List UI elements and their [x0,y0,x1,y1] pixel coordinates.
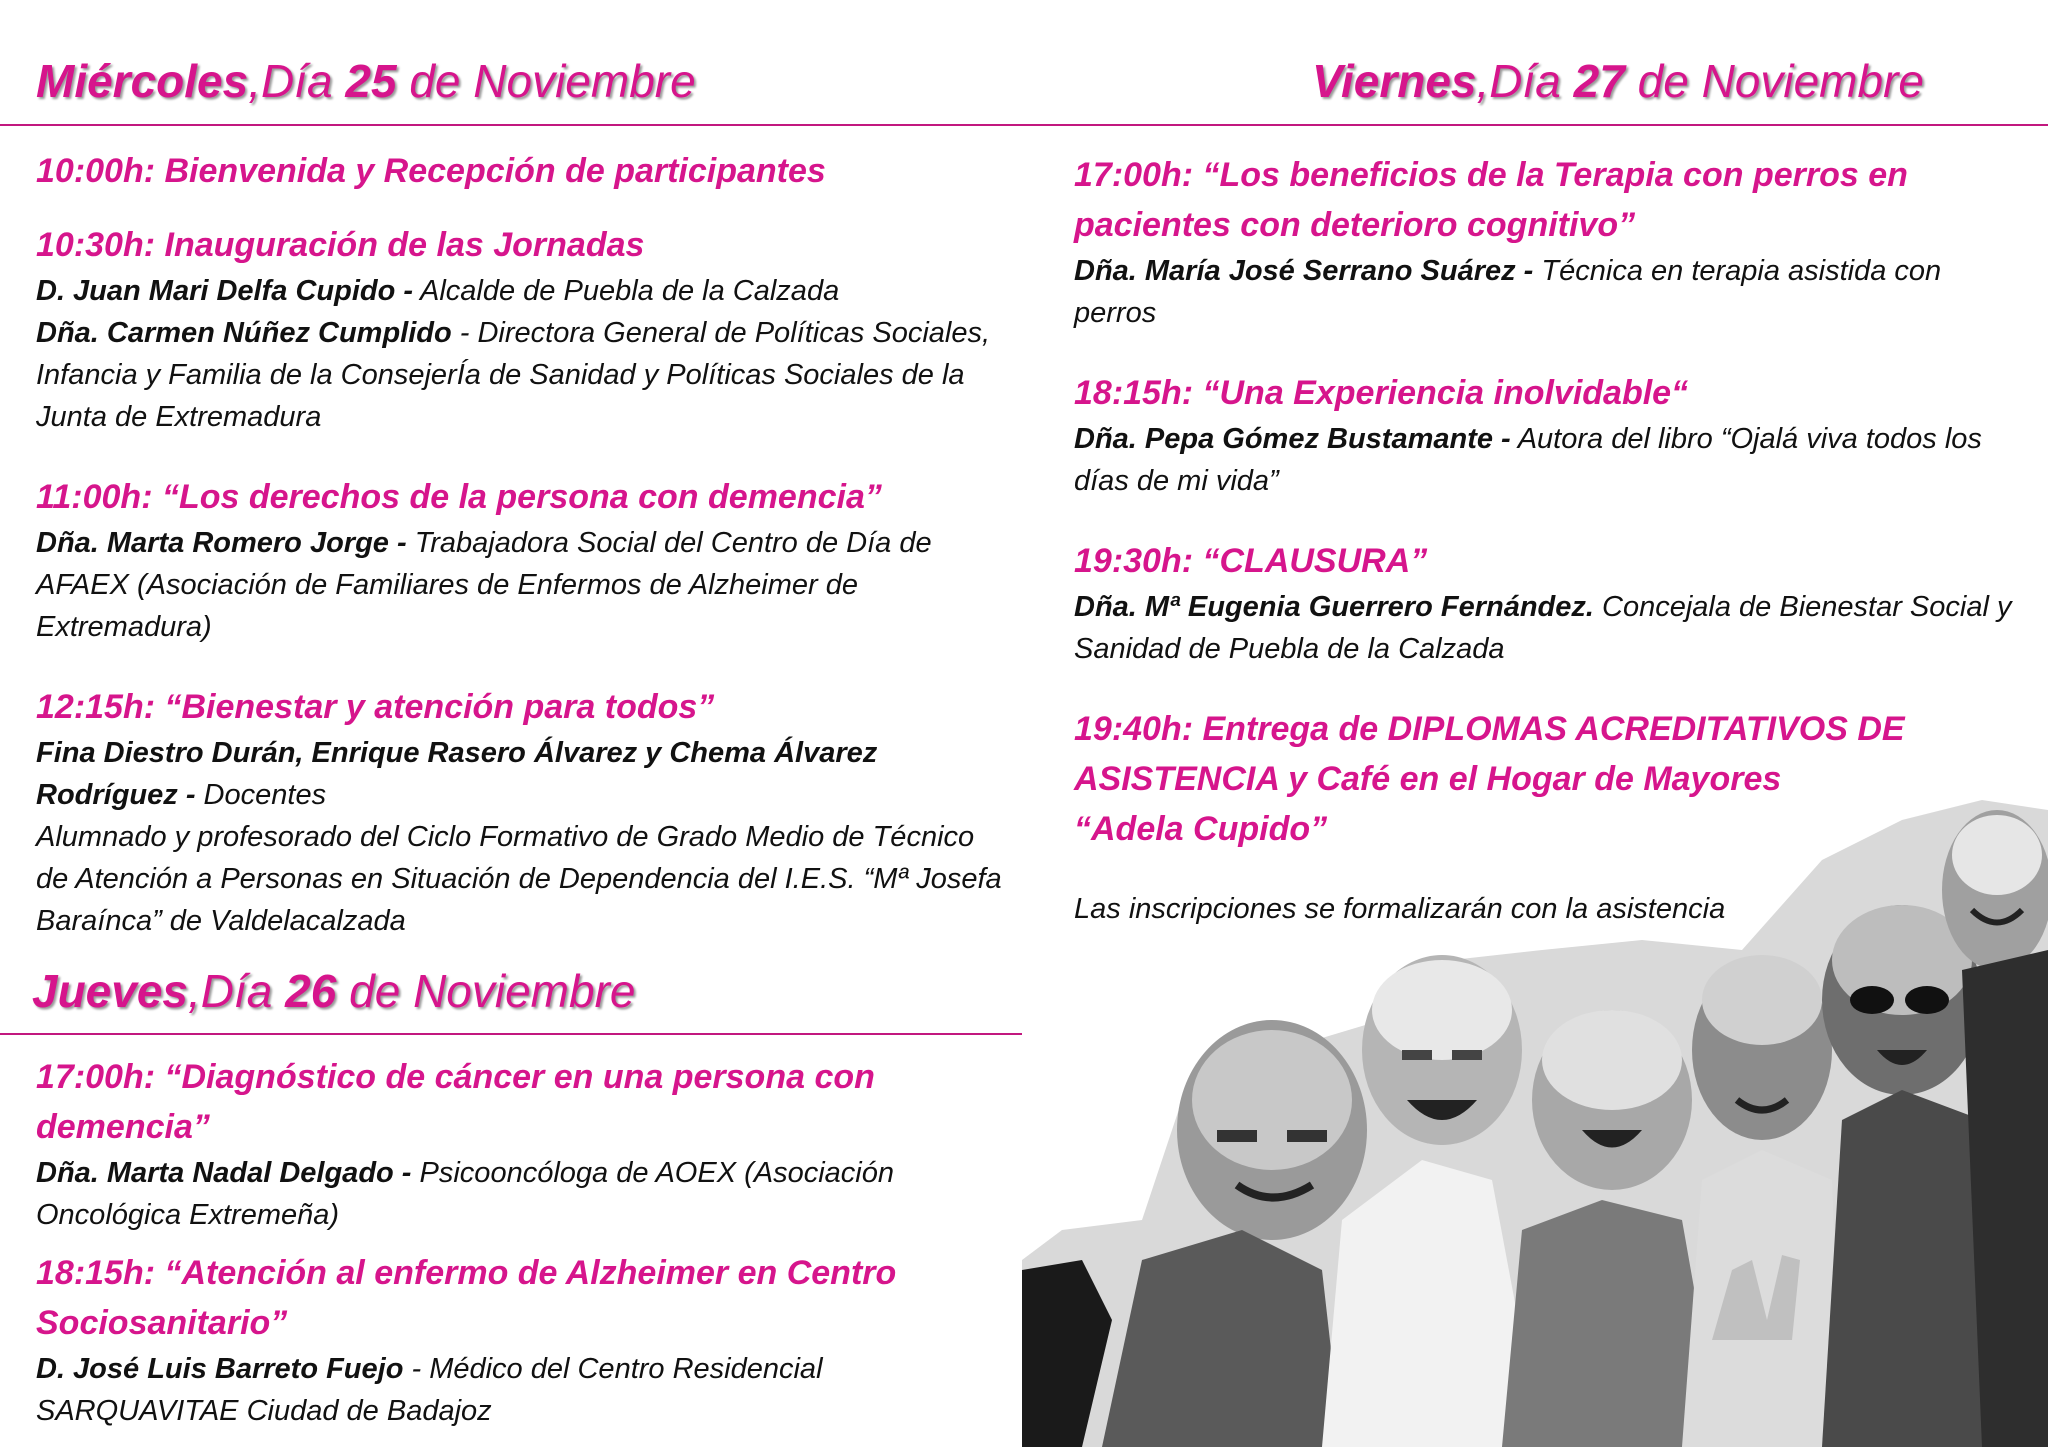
fri-num: 27 [1573,55,1625,107]
thu-event-1-speaker: Dña. Marta Nadal Delgado - Psicooncóloga de AOEX (Asociación Oncológica Extremeña) [36,1157,894,1231]
fri-rest: de Noviembre [1637,55,1924,107]
wed-header: Miércoles,Día 25 de Noviembre [36,55,696,107]
wed-weekday: Miércoles [36,55,249,107]
wed-event-4-speakers: Fina Diestro Durán, Enrique Rasero Álvarez y Chema Álvarez Rodríguez - Docentes [36,737,878,811]
fri-header: Viernes,Día 27 de Noviembre [1312,55,1924,107]
thu-dia: Día [200,965,273,1017]
fri-event-3-title: 19:30h: “CLAUSURA” [1074,542,1428,580]
header-divider-top [0,124,2048,126]
thu-rest: de Noviembre [349,965,636,1017]
fri-dia: Día [1489,55,1561,107]
wed-rest: de Noviembre [409,55,696,107]
wed-event-2-title: 10:30h: Inauguración de las Jornadas [36,226,645,264]
wed-event-2-speaker-1: D. Juan Mari Delfa Cupido - Alcalde de Puebla de la Calzada [36,275,840,307]
thu-divider [0,1033,1022,1035]
fri-event-2-title: 18:15h: “Una Experiencia inolvidable“ [1074,374,1689,412]
thu-event-2-title: 18:15h: “Atención al enfermo de Alzheimer en Centro Sociosanitario” [36,1254,897,1342]
thu-weekday: Jueves [32,965,189,1017]
fri-event-1-title: 17:00h: “Los beneficios de la Terapia con perros en pacientes con deterioro cognitivo” [1074,156,1908,244]
fri-event-3-speaker: Dña. Mª Eugenia Guerrero Fernández. Concejala de Bienestar Social y Sanidad de Puebla de la Calzada [1074,591,2012,665]
fri-event-4-title: 19:40h: Entrega de DIPLOMAS ACREDITATIVOS DE ASISTENCIA y Café en el Hogar de Mayores [1074,710,1905,798]
fri-event-1-speaker: Dña. María José Serrano Suárez - Técnica en terapia asistida con perros [1074,255,1942,329]
thu-event-1-title: 17:00h: “Diagnóstico de cáncer en una persona con demencia” [36,1058,875,1146]
thu-event-2-speaker: D. José Luis Barreto Fuejo - Médico del Centro Residencial SARQUAVITAE Ciudad de Badajoz [36,1353,823,1427]
fri-weekday: Viernes [1312,55,1477,107]
wed-schedule [36,146,1006,942]
fri-event-2-speaker: Dña. Pepa Gómez Bustamante - Autora del libro “Ojalá viva todos los días de mi vida” [1074,423,1982,497]
wed-dia: Día [261,55,333,107]
wed-num: 25 [345,55,397,107]
wed-event-3-title: 11:00h: “Los derechos de la persona con demencia” [36,478,882,516]
wed-event-4-note: Alumnado y profesorado del Ciclo Formativo de Grado Medio de Técnico de Atención a Personas en Situación de Dependencia del I.E.S. “Mª Josefa Baraínca” de Valdelacalzada [36,821,1002,937]
thu-header: Jueves,Día 26 de Noviembre [32,965,636,1017]
wed-event-4-title: 12:15h: “Bienestar y atención para todos” [36,688,715,726]
thu-num: 26 [285,965,337,1017]
registration-note: Las inscripciones se formalizarán con la asistencia [1074,893,1726,925]
wed-event-3-speaker: Dña. Marta Romero Jorge - Trabajadora Social del Centro de Día de AFAEX (Asociación de Familiares de Enfermos de Alzheimer de Extremadura) [36,527,932,643]
wed-event-2-speaker-2: Dña. Carmen Núñez Cumplido - Directora General de Políticas Sociales, Infancia y Familia de la ConsejerÍa de Sanidad y Políticas Sociales de la Junta de Extremadura [36,317,991,433]
seniors-group-photo [1022,800,2048,1447]
person-4-body [1682,1150,1842,1447]
thu-schedule [36,1052,1006,1432]
fri-event-4-title-2: “Adela Cupido” [1074,810,1328,848]
wed-event-1-title: 10:00h: Bienvenida y Recepción de participantes [36,152,826,190]
